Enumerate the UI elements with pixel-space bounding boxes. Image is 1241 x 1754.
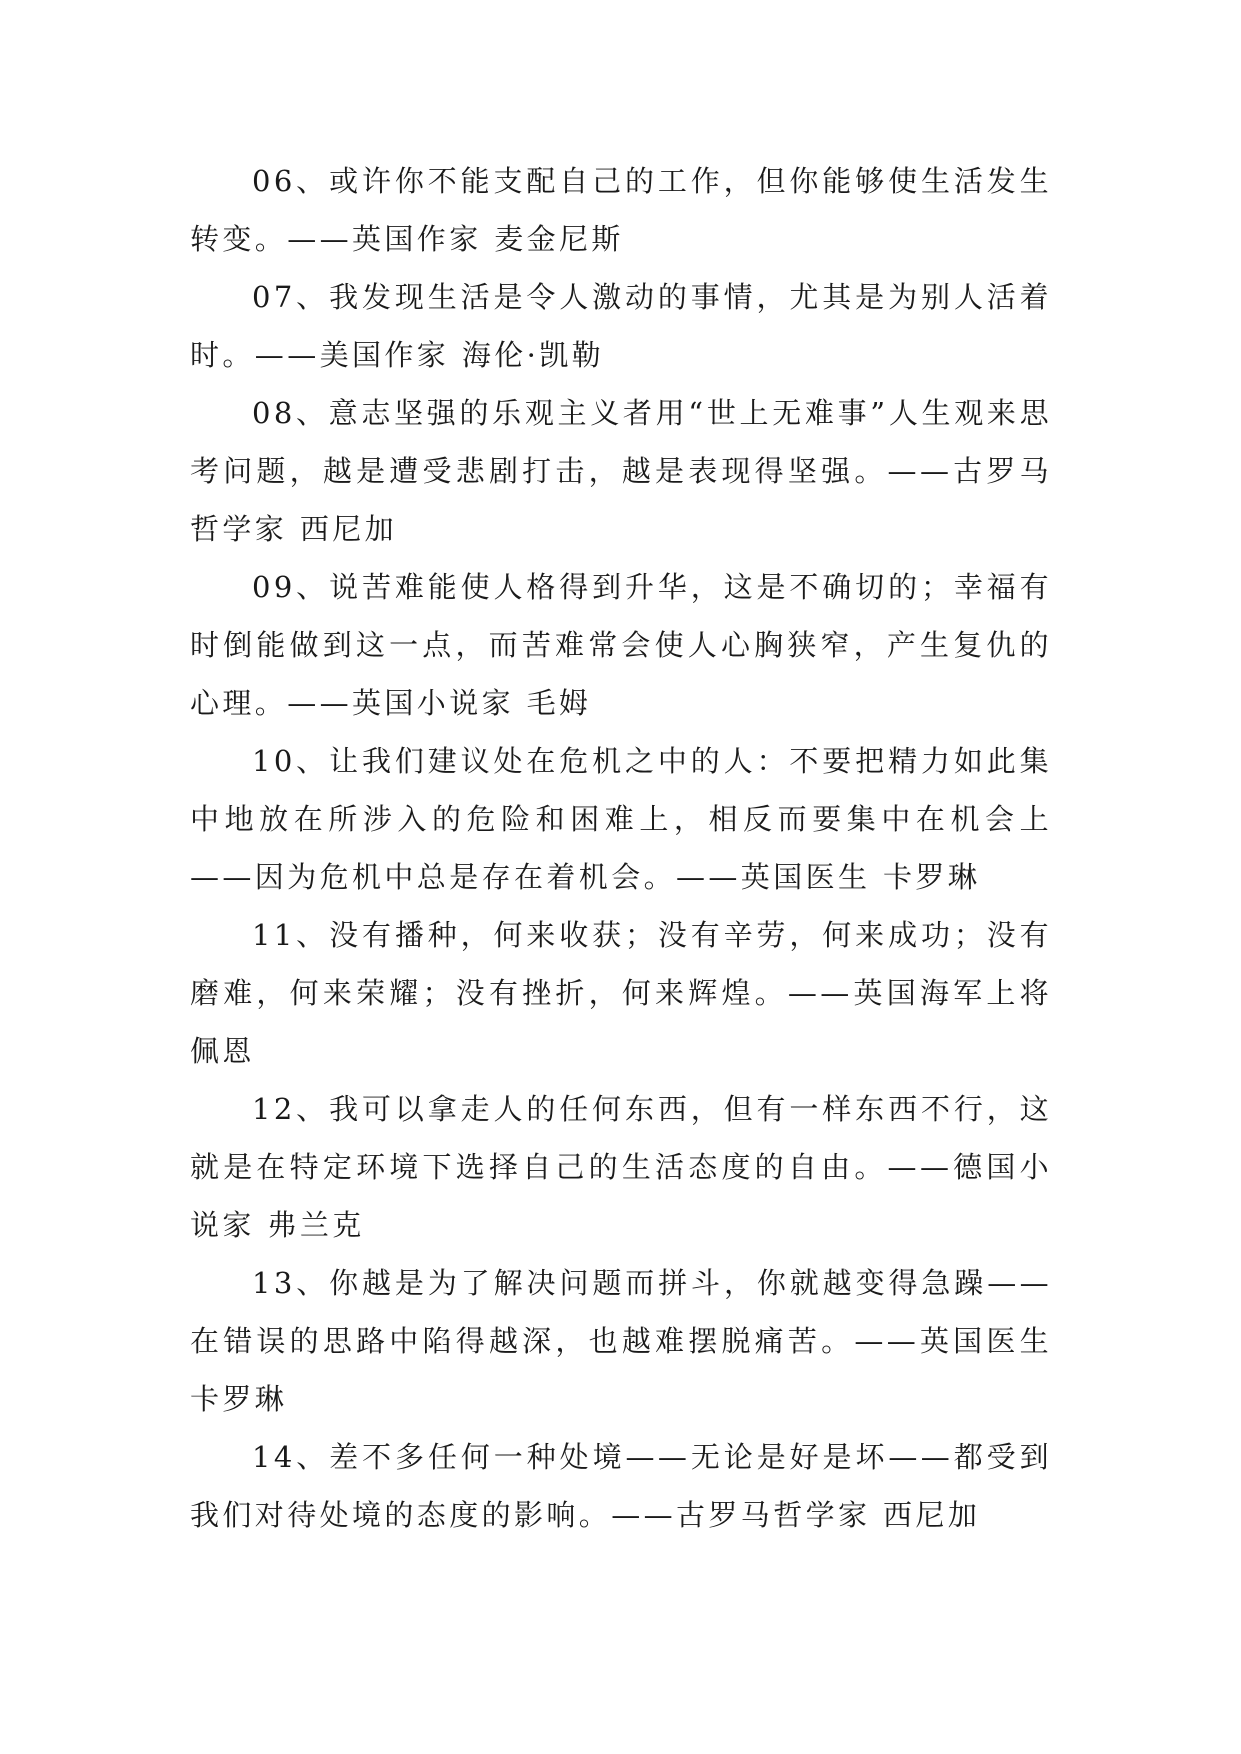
- quote-paragraph: 07、我发现生活是令人激动的事情，尤其是为别人活着时。——美国作家 海伦·凯勒: [190, 280, 1052, 372]
- quote-paragraph: 10、让我们建议处在危机之中的人：不要把精力如此集中地放在所涉入的危险和困难上，相反而要集中在机会上——因为危机中总是存在着机会。——英国医生 卡罗琳: [190, 744, 1052, 894]
- quote-paragraph: 09、说苦难能使人格得到升华，这是不确切的；幸福有时倒能做到这一点，而苦难常会使人心胸狭窄，产生复仇的心理。——英国小说家 毛姆: [190, 570, 1052, 720]
- quote-paragraph: 14、差不多任何一种处境——无论是好是坏——都受到我们对待处境的态度的影响。——古罗马哲学家 西尼加: [190, 1440, 1052, 1532]
- quote-paragraph: 12、我可以拿走人的任何东西，但有一样东西不行，这就是在特定环境下选择自己的生活态度的自由。——德国小说家 弗兰克: [190, 1092, 1052, 1242]
- quote-paragraph: 06、或许你不能支配自己的工作，但你能够使生活发生转变。——英国作家 麦金尼斯: [190, 164, 1052, 256]
- quote-paragraph: 13、你越是为了解决问题而拼斗，你就越变得急躁——在错误的思路中陷得越深，也越难摆脱痛苦。——英国医生 卡罗琳: [190, 1266, 1052, 1416]
- quote-paragraph: 08、意志坚强的乐观主义者用“世上无难事”人生观来思考问题，越是遭受悲剧打击，越是表现得坚强。——古罗马哲学家 西尼加: [190, 396, 1052, 546]
- quote-list: [190, 152, 1052, 1544]
- quote-paragraph: 11、没有播种，何来收获；没有辛劳，何来成功；没有磨难，何来荣耀；没有挫折，何来辉煌。——英国海军上将 佩恩: [190, 918, 1052, 1068]
